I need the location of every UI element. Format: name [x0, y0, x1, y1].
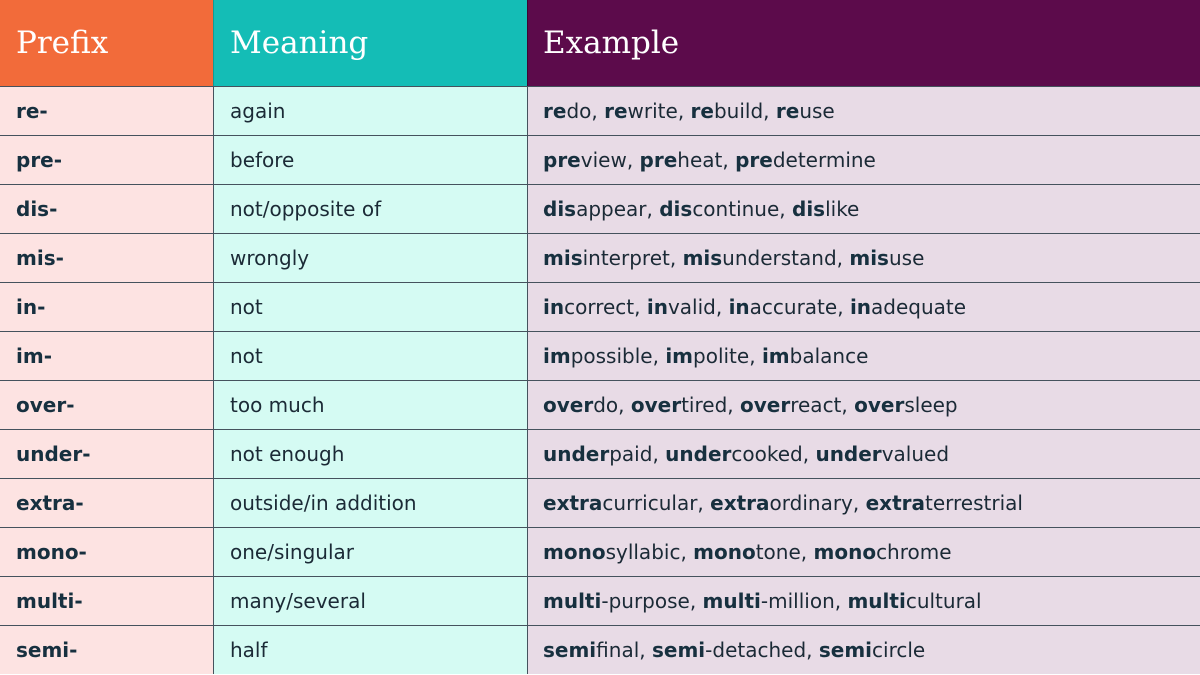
example-separator: , — [626, 148, 640, 172]
example-prefix: over — [630, 393, 682, 417]
example-root: terrestrial — [925, 491, 1023, 515]
meaning-cell: one/singular — [213, 527, 527, 576]
example-separator: , — [837, 295, 850, 319]
example-root: accurate — [749, 295, 838, 319]
meaning-cell: not — [213, 282, 527, 331]
example-root: cultural — [905, 589, 982, 613]
example-root: like — [825, 197, 860, 221]
meaning-cell: many/several — [213, 576, 527, 625]
example-root: syllabic — [605, 540, 681, 564]
example-prefix: semi — [543, 638, 597, 662]
example-separator: , — [680, 540, 694, 564]
example-separator: , — [852, 491, 866, 515]
example-separator: , — [800, 540, 814, 564]
example-prefix: under — [543, 442, 610, 466]
prefix-cell: re- — [0, 86, 213, 135]
example-separator: , — [689, 589, 703, 613]
example-separator: , — [841, 393, 855, 417]
example-separator: , — [715, 295, 729, 319]
example-cell — [527, 625, 1200, 674]
example-separator: , — [749, 344, 762, 368]
example-root: paid — [609, 442, 653, 466]
example-word — [850, 295, 966, 319]
example-prefix: multi — [543, 589, 602, 613]
example-root: tired — [681, 393, 728, 417]
prefix-cell: semi- — [0, 625, 213, 674]
example-root: curricular — [602, 491, 698, 515]
example-word — [729, 295, 838, 319]
example-prefix: pre — [735, 148, 773, 172]
example-root: use — [799, 99, 835, 123]
prefix-cell: multi- — [0, 576, 213, 625]
example-word — [854, 393, 958, 417]
prefix-cell: im- — [0, 331, 213, 380]
example-word — [740, 393, 841, 417]
meaning-cell: again — [213, 86, 527, 135]
example-word — [792, 197, 859, 221]
example-cell — [527, 86, 1200, 135]
example-prefix: re — [690, 99, 714, 123]
example-word — [710, 491, 853, 515]
example-separator: , — [652, 344, 666, 368]
example-word — [543, 344, 653, 368]
example-prefix: extra — [543, 491, 603, 515]
example-root: sleep — [904, 393, 958, 417]
example-separator: , — [727, 393, 740, 417]
example-prefix: under — [815, 442, 882, 466]
example-separator: , — [618, 393, 631, 417]
example-separator: , — [722, 148, 736, 172]
example-prefix: in — [543, 295, 565, 319]
example-separator: , — [697, 491, 711, 515]
example-word — [703, 589, 835, 613]
example-prefix: extra — [710, 491, 770, 515]
example-separator: , — [802, 442, 816, 466]
meaning-cell: wrongly — [213, 233, 527, 282]
example-separator: , — [669, 246, 683, 270]
example-root: -detached — [705, 638, 807, 662]
example-word — [762, 344, 868, 368]
prefix-cell: mis- — [0, 233, 213, 282]
example-root: balance — [789, 344, 869, 368]
example-word — [814, 540, 952, 564]
example-prefix: dis — [659, 197, 693, 221]
example-root: polite — [693, 344, 750, 368]
example-root: appear — [576, 197, 647, 221]
example-root: adequate — [871, 295, 967, 319]
example-prefix: im — [761, 344, 790, 368]
example-root: possible — [570, 344, 653, 368]
example-root: final — [596, 638, 640, 662]
example-prefix: re — [775, 99, 800, 123]
example-cell — [527, 429, 1200, 478]
example-cell — [527, 233, 1200, 282]
prefix-cell: over- — [0, 380, 213, 429]
example-word — [543, 638, 639, 662]
example-cell — [527, 331, 1200, 380]
example-word — [604, 99, 678, 123]
example-prefix: mis — [849, 246, 889, 270]
example-prefix: re — [543, 99, 567, 123]
example-word — [543, 197, 647, 221]
example-root: build — [713, 99, 764, 123]
example-root: determine — [772, 148, 876, 172]
example-prefix: dis — [792, 197, 826, 221]
meaning-cell: outside/in addition — [213, 478, 527, 527]
example-separator: , — [639, 638, 652, 662]
example-word — [543, 246, 670, 270]
example-word — [665, 344, 749, 368]
header-prefix: Prefix — [0, 0, 213, 86]
example-prefix: under — [665, 442, 732, 466]
example-root: do — [593, 393, 619, 417]
example-prefix: over — [543, 393, 594, 417]
example-root: valued — [881, 442, 950, 466]
prefix-cell: mono- — [0, 527, 213, 576]
example-root: continue — [692, 197, 780, 221]
example-prefix: pre — [639, 148, 678, 172]
header-meaning: Meaning — [213, 0, 527, 86]
prefix-cell: pre- — [0, 135, 213, 184]
example-word — [652, 638, 806, 662]
example-word — [735, 148, 876, 172]
example-prefix: re — [604, 99, 628, 123]
example-prefix: in — [728, 295, 750, 319]
example-word — [776, 99, 835, 123]
example-cell — [527, 576, 1200, 625]
example-word — [647, 295, 716, 319]
example-root: understand — [722, 246, 837, 270]
meaning-cell: not enough — [213, 429, 527, 478]
example-prefix: over — [854, 393, 905, 417]
example-cell — [527, 527, 1200, 576]
example-prefix: extra — [865, 491, 925, 515]
example-prefix: multi — [702, 589, 761, 613]
example-root: -purpose — [601, 589, 690, 613]
example-word — [631, 393, 727, 417]
example-word — [543, 589, 690, 613]
example-cell — [527, 380, 1200, 429]
example-separator: , — [677, 99, 691, 123]
example-word — [659, 197, 779, 221]
meaning-cell: before — [213, 135, 527, 184]
meaning-cell: not/opposite of — [213, 184, 527, 233]
example-prefix: mono — [813, 540, 877, 564]
example-word — [543, 148, 627, 172]
example-cell — [527, 478, 1200, 527]
example-root: correct — [564, 295, 635, 319]
example-prefix: im — [665, 344, 694, 368]
example-separator: , — [834, 589, 848, 613]
example-prefix: over — [740, 393, 791, 417]
example-root: ordinary — [769, 491, 853, 515]
example-root: tone — [755, 540, 801, 564]
prefix-cell: under- — [0, 429, 213, 478]
example-separator: , — [763, 99, 776, 123]
example-word — [683, 246, 837, 270]
example-separator: , — [634, 295, 647, 319]
example-separator: , — [591, 99, 605, 123]
meaning-cell: too much — [213, 380, 527, 429]
example-word — [847, 589, 981, 613]
example-word — [815, 442, 949, 466]
example-word — [543, 442, 652, 466]
example-cell — [527, 184, 1200, 233]
example-word — [543, 295, 634, 319]
example-prefix: semi — [818, 638, 873, 662]
example-root: view — [580, 148, 627, 172]
example-word — [693, 540, 801, 564]
example-prefix: mono — [693, 540, 756, 564]
example-separator: , — [836, 246, 850, 270]
example-separator: , — [779, 197, 792, 221]
example-prefix: im — [543, 344, 571, 368]
example-root: cooked — [731, 442, 803, 466]
example-prefix: multi — [847, 589, 906, 613]
prefix-cell: in- — [0, 282, 213, 331]
example-root: valid — [667, 295, 716, 319]
prefix-cell: dis- — [0, 184, 213, 233]
example-root: chrome — [876, 540, 952, 564]
example-cell — [527, 282, 1200, 331]
example-root: use — [888, 246, 925, 270]
example-prefix: semi — [651, 638, 706, 662]
example-prefix: mis — [682, 246, 723, 270]
example-prefix: mis — [543, 246, 583, 270]
example-separator: , — [646, 197, 660, 221]
meaning-cell: half — [213, 625, 527, 674]
example-word — [819, 638, 925, 662]
example-prefix: pre — [543, 148, 581, 172]
example-prefix: in — [849, 295, 872, 319]
header-example: Example — [527, 0, 1200, 86]
example-root: -million — [760, 589, 835, 613]
example-word — [543, 99, 591, 123]
example-separator: , — [806, 638, 819, 662]
example-root: circle — [872, 638, 926, 662]
prefix-cell: extra- — [0, 478, 213, 527]
example-prefix: in — [646, 295, 668, 319]
example-word — [640, 148, 723, 172]
example-word — [543, 491, 697, 515]
example-prefix: dis — [543, 197, 577, 221]
example-root: heat — [677, 148, 723, 172]
example-word — [849, 246, 924, 270]
example-word — [691, 99, 764, 123]
example-word — [543, 393, 618, 417]
example-root: interpret — [582, 246, 670, 270]
example-word — [665, 442, 803, 466]
example-root: do — [566, 99, 592, 123]
example-separator: , — [652, 442, 666, 466]
meaning-cell: not — [213, 331, 527, 380]
example-word — [543, 540, 680, 564]
example-root: write — [627, 99, 678, 123]
example-root: react — [790, 393, 842, 417]
example-cell — [527, 135, 1200, 184]
example-prefix: mono — [543, 540, 606, 564]
example-word — [866, 491, 1023, 515]
